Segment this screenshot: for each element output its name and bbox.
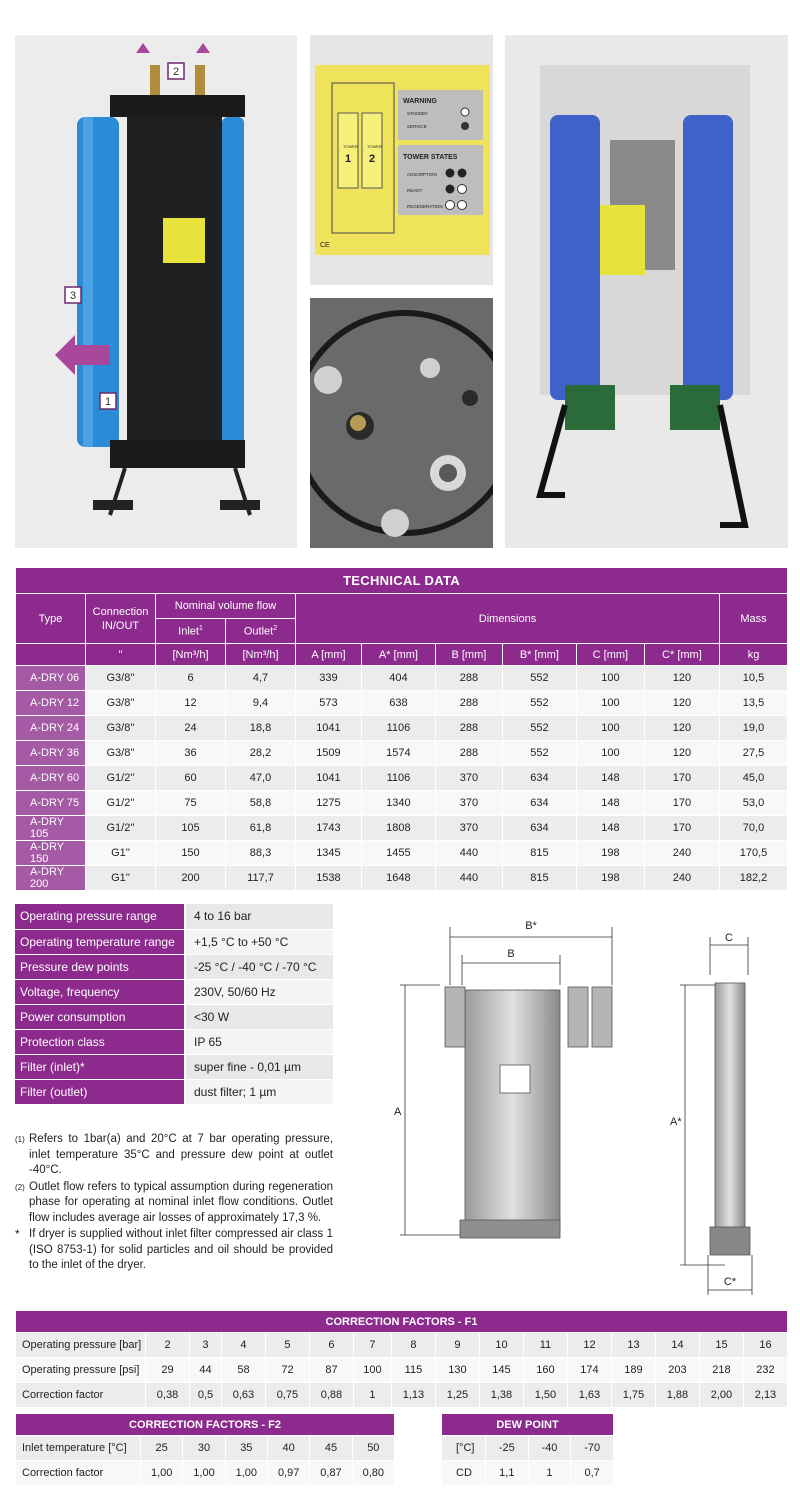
value-cell: 240	[644, 866, 719, 891]
value-cell: 45	[310, 1436, 352, 1461]
value-cell: 9,4	[226, 691, 296, 716]
spec-row	[15, 904, 333, 929]
value-cell: 120	[644, 716, 719, 741]
table-row	[16, 1333, 788, 1358]
value-cell: 288	[435, 741, 502, 766]
dim-c: C	[725, 932, 733, 944]
technical-data-table	[15, 567, 788, 891]
panel-warning: WARNING	[403, 98, 437, 105]
spec-value: super fine - 0,01 µm	[185, 1054, 333, 1079]
spec-value: IP 65	[185, 1029, 333, 1054]
value-cell: 0,63	[221, 1383, 265, 1408]
value-cell: 14	[655, 1333, 699, 1358]
dim-a: A	[394, 1106, 402, 1118]
value-cell: 0,75	[265, 1383, 309, 1408]
value-cell: 4,7	[226, 666, 296, 691]
footnote-mark: *	[15, 1227, 20, 1241]
value-cell: 6	[156, 666, 226, 691]
value-cell: 4	[221, 1333, 265, 1358]
unit-cell: [Nm³/h]	[226, 644, 296, 666]
spec-label: Pressure dew points	[15, 954, 185, 979]
value-cell: 634	[502, 791, 576, 816]
value-cell: 70,0	[720, 816, 788, 841]
value-cell: 7	[353, 1333, 391, 1358]
spec-value: +1,5 °C to +50 °C	[185, 929, 333, 954]
row-label: Correction factor	[16, 1461, 141, 1486]
value-cell: 174	[567, 1358, 611, 1383]
value-cell: 53,0	[720, 791, 788, 816]
dim-a-star: A*	[670, 1116, 682, 1128]
table-row	[16, 741, 788, 766]
value-cell: 19,0	[720, 716, 788, 741]
value-cell: 35	[225, 1436, 267, 1461]
value-cell: G3/8''	[86, 741, 156, 766]
value-cell: 634	[502, 766, 576, 791]
cutaway-photo	[505, 35, 788, 548]
value-cell: 100	[576, 741, 644, 766]
value-cell: 130	[435, 1358, 479, 1383]
value-cell: G3/8''	[86, 666, 156, 691]
col-type: Type	[16, 594, 86, 644]
value-cell: 100	[353, 1358, 391, 1383]
value-cell: 1538	[296, 866, 362, 891]
value-cell: 2,00	[699, 1383, 743, 1408]
spec-value: -25 °C / -40 °C / -70 °C	[185, 954, 333, 979]
value-cell: 1	[353, 1383, 391, 1408]
value-cell: 339	[296, 666, 362, 691]
value-cell: 150	[156, 841, 226, 866]
type-cell: A-DRY 06	[16, 666, 86, 691]
unit-cell: [Nm³/h]	[156, 644, 226, 666]
table-row	[16, 791, 788, 816]
spec-value: dust filter; 1 µm	[185, 1079, 333, 1104]
row-label: CD	[442, 1461, 486, 1486]
footnote-text: If dryer is supplied without inlet filter compressed air class 1 (ISO 8753-1) for solid particles and oil should be provided to the inlet of the dryer.	[29, 1228, 333, 1271]
value-cell: G1/2''	[86, 816, 156, 841]
value-cell: 1,00	[141, 1461, 183, 1486]
type-cell: A-DRY 105	[16, 816, 86, 841]
spec-value: 230V, 50/60 Hz	[185, 979, 333, 1004]
ce-mark: CE	[320, 242, 330, 249]
value-cell: 16	[743, 1333, 787, 1358]
value-cell: 10,5	[720, 666, 788, 691]
value-cell: 9	[435, 1333, 479, 1358]
spec-row	[15, 1054, 333, 1079]
panel-tower-word-1: TOWER	[343, 144, 358, 149]
value-cell: 1,00	[183, 1461, 225, 1486]
value-cell: 240	[644, 841, 719, 866]
footnote	[15, 1132, 333, 1179]
table-row	[16, 816, 788, 841]
cf1-title: CORRECTION FACTORS - F1	[16, 1311, 788, 1333]
value-cell: 1041	[296, 766, 362, 791]
value-cell: 58	[221, 1358, 265, 1383]
value-cell: 0,97	[267, 1461, 309, 1486]
value-cell: 1808	[361, 816, 435, 841]
value-cell: 232	[743, 1358, 787, 1383]
correction-factors-f2-table	[15, 1413, 395, 1486]
panel-tower-states: TOWER STATES	[403, 154, 458, 161]
unit-cell: C [mm]	[576, 644, 644, 666]
value-cell: 1,25	[435, 1383, 479, 1408]
value-cell: 1,38	[479, 1383, 523, 1408]
dim-b-star: B*	[525, 920, 537, 932]
panel-tower-word-2: TOWER	[367, 144, 382, 149]
value-cell: 8	[391, 1333, 435, 1358]
value-cell: 370	[435, 766, 502, 791]
value-cell: 47,0	[226, 766, 296, 791]
value-cell: 288	[435, 716, 502, 741]
panel-adsorption: ADSORPTION	[407, 172, 437, 177]
value-cell: 50	[352, 1436, 394, 1461]
value-cell: 117,7	[226, 866, 296, 891]
table-row	[16, 1358, 788, 1383]
value-cell: 30	[183, 1436, 225, 1461]
type-cell: A-DRY 60	[16, 766, 86, 791]
correction-factors-f1-table	[15, 1310, 788, 1408]
value-cell: 12	[156, 691, 226, 716]
specs-table	[15, 904, 333, 1105]
value-cell: 100	[576, 691, 644, 716]
col-nominal-flow: Nominal volume flow	[156, 594, 296, 619]
dim-c-star: C*	[723, 1276, 737, 1288]
footnotes	[15, 1132, 333, 1275]
value-cell: 170	[644, 791, 719, 816]
value-cell: 1455	[361, 841, 435, 866]
value-cell: 1648	[361, 866, 435, 891]
dim-b: B	[507, 948, 515, 960]
value-cell: 815	[502, 841, 576, 866]
value-cell: 100	[576, 716, 644, 741]
table-row	[16, 691, 788, 716]
value-cell: 1106	[361, 766, 435, 791]
spec-value: 4 to 16 bar	[185, 904, 333, 929]
value-cell: 10	[479, 1333, 523, 1358]
row-label: Correction factor	[16, 1383, 146, 1408]
spec-row	[15, 1079, 333, 1104]
panel-tower-1: 1	[344, 153, 352, 165]
spec-label: Operating temperature range	[15, 929, 185, 954]
value-cell: 1,00	[225, 1461, 267, 1486]
table-row	[16, 866, 788, 891]
panel-regeneration: REGENERATION	[407, 204, 443, 209]
value-cell: 13	[611, 1333, 655, 1358]
value-cell: 1340	[361, 791, 435, 816]
value-cell: 1743	[296, 816, 362, 841]
type-cell: A-DRY 200	[16, 866, 86, 891]
value-cell: 120	[644, 691, 719, 716]
panel-ready: READY	[407, 188, 423, 193]
type-cell: A-DRY 36	[16, 741, 86, 766]
value-cell: 1,1	[486, 1461, 529, 1486]
unit-type-blank	[16, 644, 86, 666]
value-cell: 440	[435, 866, 502, 891]
value-cell: 552	[502, 666, 576, 691]
value-cell: 1345	[296, 841, 362, 866]
value-cell: 200	[156, 866, 226, 891]
value-cell: 12	[567, 1333, 611, 1358]
value-cell: 218	[699, 1358, 743, 1383]
value-cell: 87	[309, 1358, 353, 1383]
unit-cell: A [mm]	[296, 644, 362, 666]
type-cell: A-DRY 75	[16, 791, 86, 816]
value-cell: 1041	[296, 716, 362, 741]
footnote-text: Outlet flow refers to typical assumption during regeneration phase for operating at nominal inlet flow conditions. Outlet flow includes average air losses of approximately 17,3 %.	[29, 1180, 333, 1224]
value-cell: 1,50	[523, 1383, 567, 1408]
table-row	[442, 1461, 614, 1486]
value-cell: 370	[435, 816, 502, 841]
value-cell: 0,38	[146, 1383, 190, 1408]
table-row	[16, 1461, 395, 1486]
spec-label: Filter (inlet)*	[15, 1054, 185, 1079]
type-cell: A-DRY 150	[16, 841, 86, 866]
value-cell: 552	[502, 716, 576, 741]
value-cell: 11	[523, 1333, 567, 1358]
row-label: Operating pressure [bar]	[16, 1333, 146, 1358]
unit-cell: kg	[720, 644, 788, 666]
value-cell: 288	[435, 666, 502, 691]
value-cell: 115	[391, 1358, 435, 1383]
spec-value: <30 W	[185, 1004, 333, 1029]
value-cell: 1,13	[391, 1383, 435, 1408]
value-cell: 36	[156, 741, 226, 766]
spec-label: Power consumption	[15, 1004, 185, 1029]
value-cell: 370	[435, 791, 502, 816]
value-cell: 0,80	[352, 1461, 394, 1486]
value-cell: 0,7	[571, 1461, 614, 1486]
value-cell: G1''	[86, 841, 156, 866]
value-cell: 15	[699, 1333, 743, 1358]
value-cell: 0,5	[190, 1383, 222, 1408]
spec-row	[15, 954, 333, 979]
table-row	[16, 1436, 395, 1461]
value-cell: 120	[644, 741, 719, 766]
value-cell: 198	[576, 841, 644, 866]
dryer-photo	[15, 35, 297, 548]
value-cell: 160	[523, 1358, 567, 1383]
value-cell: 105	[156, 816, 226, 841]
value-cell: 72	[265, 1358, 309, 1383]
value-cell: 189	[611, 1358, 655, 1383]
table-row	[16, 1383, 788, 1408]
value-cell: 440	[435, 841, 502, 866]
unit-cell: "	[86, 644, 156, 666]
col-outlet: Outlet$^2$	[226, 619, 296, 644]
footnote	[15, 1180, 333, 1227]
value-cell: 634	[502, 816, 576, 841]
value-cell: 198	[576, 866, 644, 891]
value-cell: -40	[528, 1436, 571, 1461]
value-cell: 18,8	[226, 716, 296, 741]
col-mass: Mass	[720, 594, 788, 644]
value-cell: 1	[528, 1461, 571, 1486]
unit-cell: B* [mm]	[502, 644, 576, 666]
value-cell: G1''	[86, 866, 156, 891]
value-cell: 24	[156, 716, 226, 741]
value-cell: 25	[141, 1436, 183, 1461]
unit-cell: C* [mm]	[644, 644, 719, 666]
value-cell: 552	[502, 741, 576, 766]
table-row	[16, 766, 788, 791]
value-cell: 170	[644, 816, 719, 841]
unit-cell: A* [mm]	[361, 644, 435, 666]
value-cell: 40	[267, 1436, 309, 1461]
value-cell: -25	[486, 1436, 529, 1461]
value-cell: 44	[190, 1358, 222, 1383]
value-cell: 2	[146, 1333, 190, 1358]
footnote-mark: (1)	[15, 1135, 25, 1144]
spec-label: Protection class	[15, 1029, 185, 1054]
value-cell: 28,2	[226, 741, 296, 766]
value-cell: 5	[265, 1333, 309, 1358]
value-cell: -70	[571, 1436, 614, 1461]
value-cell: 29	[146, 1358, 190, 1383]
value-cell: 148	[576, 766, 644, 791]
callout-3: 3	[69, 290, 77, 302]
spec-row	[15, 929, 333, 954]
spec-row	[15, 1004, 333, 1029]
value-cell: 1574	[361, 741, 435, 766]
value-cell: 6	[309, 1333, 353, 1358]
col-inlet: Inlet$^1$	[156, 619, 226, 644]
value-cell: 0,88	[309, 1383, 353, 1408]
value-cell: 120	[644, 666, 719, 691]
spec-row	[15, 979, 333, 1004]
callout-1: 1	[104, 396, 112, 408]
dimension-drawing	[380, 915, 780, 1300]
footnote-mark: (2)	[15, 1182, 25, 1192]
table-row	[442, 1436, 614, 1461]
value-cell: 2,13	[743, 1383, 787, 1408]
col-dimensions: Dimensions	[296, 594, 720, 644]
value-cell: 815	[502, 866, 576, 891]
type-cell: A-DRY 12	[16, 691, 86, 716]
spec-row	[15, 1029, 333, 1054]
footnote-text: Refers to 1bar(a) and 20°C at 7 bar operating pressure, inlet temperature 35°C and pressure dew point at outlet -40°C.	[29, 1133, 333, 1176]
unit-cell: B [mm]	[435, 644, 502, 666]
value-cell: 573	[296, 691, 362, 716]
value-cell: 45,0	[720, 766, 788, 791]
value-cell: G1/2''	[86, 791, 156, 816]
spec-label: Voltage, frequency	[15, 979, 185, 1004]
value-cell: 182,2	[720, 866, 788, 891]
technical-data-title: TECHNICAL DATA	[16, 568, 788, 594]
value-cell: 145	[479, 1358, 523, 1383]
value-cell: 288	[435, 691, 502, 716]
value-cell: 1509	[296, 741, 362, 766]
panel-standby: STANDBY	[407, 111, 428, 116]
value-cell: 1,88	[655, 1383, 699, 1408]
value-cell: 148	[576, 791, 644, 816]
row-label: [°C]	[442, 1436, 486, 1461]
value-cell: 1275	[296, 791, 362, 816]
value-cell: 638	[361, 691, 435, 716]
callout-2: 2	[172, 66, 180, 78]
table-row	[16, 841, 788, 866]
value-cell: 170	[644, 766, 719, 791]
value-cell: 0,87	[310, 1461, 352, 1486]
value-cell: 60	[156, 766, 226, 791]
dew-point-table	[441, 1413, 614, 1486]
value-cell: 88,3	[226, 841, 296, 866]
value-cell: G3/8''	[86, 716, 156, 741]
type-cell: A-DRY 24	[16, 716, 86, 741]
value-cell: 61,8	[226, 816, 296, 841]
panel-service: SERVICE	[407, 124, 427, 129]
footnote	[15, 1227, 333, 1274]
value-cell: G3/8''	[86, 691, 156, 716]
control-panel-photo	[310, 35, 493, 285]
value-cell: 1,75	[611, 1383, 655, 1408]
panel-tower-2: 2	[368, 153, 376, 165]
spec-label: Operating pressure range	[15, 904, 185, 929]
value-cell: 13,5	[720, 691, 788, 716]
value-cell: 58,8	[226, 791, 296, 816]
row-label: Inlet temperature [°C]	[16, 1436, 141, 1461]
dew-title: DEW POINT	[442, 1414, 614, 1436]
value-cell: 27,5	[720, 741, 788, 766]
value-cell: 170,5	[720, 841, 788, 866]
spec-label: Filter (outlet)	[15, 1079, 185, 1104]
value-cell: 203	[655, 1358, 699, 1383]
cf2-title: CORRECTION FACTORS - F2	[16, 1414, 395, 1436]
value-cell: 100	[576, 666, 644, 691]
value-cell: 552	[502, 691, 576, 716]
value-cell: 3	[190, 1333, 222, 1358]
col-connection: Connection IN/OUT	[86, 594, 156, 644]
row-label: Operating pressure [psi]	[16, 1358, 146, 1383]
value-cell: 1,63	[567, 1383, 611, 1408]
closeup-photo	[310, 298, 493, 548]
value-cell: 75	[156, 791, 226, 816]
value-cell: 1106	[361, 716, 435, 741]
value-cell: G1/2''	[86, 766, 156, 791]
table-row	[16, 666, 788, 691]
value-cell: 148	[576, 816, 644, 841]
value-cell: 404	[361, 666, 435, 691]
table-row	[16, 716, 788, 741]
